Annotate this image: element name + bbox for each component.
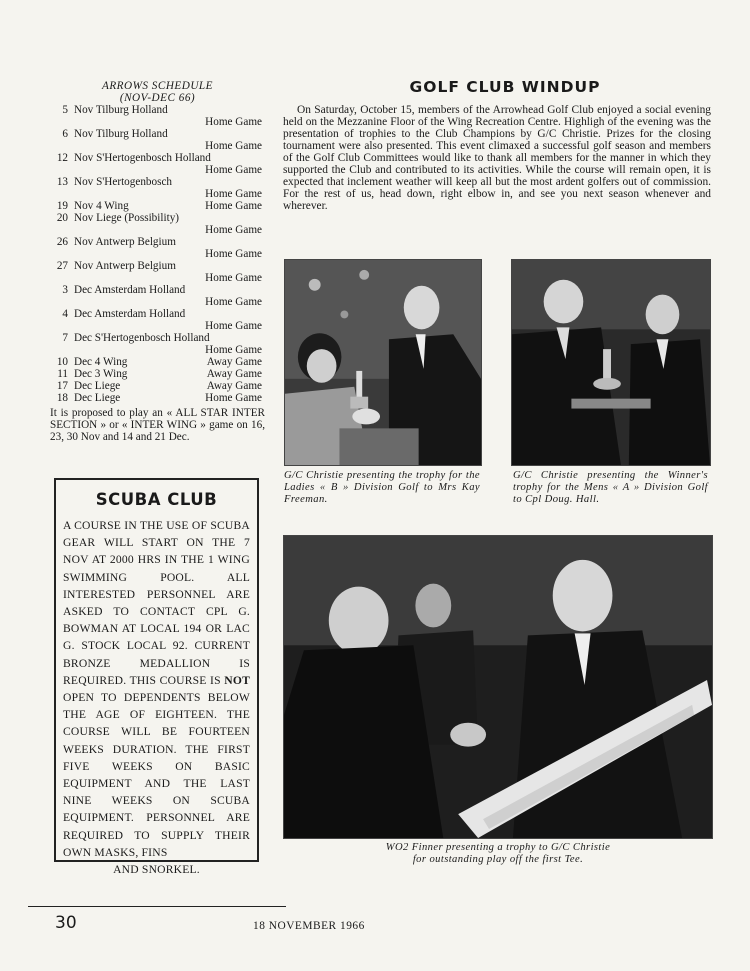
schedule-day: 17 bbox=[56, 380, 68, 392]
schedule-type: Away Game bbox=[206, 368, 262, 380]
schedule-row bbox=[50, 296, 265, 308]
schedule-loc: Nov Tilburg Holland bbox=[74, 128, 168, 140]
schedule-row bbox=[50, 392, 265, 404]
schedule-day: 5 bbox=[62, 104, 68, 116]
schedule-loc: Dec S'Hertogenbosch Holland bbox=[74, 332, 210, 344]
schedule-type: Away Game bbox=[206, 380, 262, 392]
schedule-type: Home Game bbox=[205, 164, 262, 176]
schedule-row bbox=[50, 284, 265, 296]
schedule-loc: Dec Amsterdam Holland bbox=[74, 284, 186, 296]
schedule-type: Home Game bbox=[205, 116, 262, 128]
schedule-loc: Dec 4 Wing bbox=[74, 356, 128, 368]
photo-caption-3 bbox=[283, 842, 713, 866]
scuba-text-last: AND SNORKEL. bbox=[113, 863, 200, 877]
footer-date: 18 NOVEMBER 1966 bbox=[253, 920, 365, 932]
page-number: 30 bbox=[55, 913, 77, 933]
schedule-row bbox=[50, 224, 265, 236]
schedule-row bbox=[50, 116, 265, 128]
photo-first-tee-trophy bbox=[283, 535, 713, 839]
schedule-day: 11 bbox=[57, 368, 68, 380]
scuba-club-box bbox=[54, 478, 259, 877]
schedule-title: ARROWS SCHEDULE bbox=[102, 80, 213, 92]
schedule-day: 6 bbox=[62, 128, 68, 140]
schedule-loc: Nov Antwerp Belgium bbox=[74, 236, 176, 248]
schedule-row bbox=[50, 332, 265, 344]
scuba-text-bold: NOT bbox=[224, 673, 251, 687]
schedule-row bbox=[50, 128, 265, 140]
schedule-row bbox=[50, 356, 265, 368]
schedule-loc: Dec 3 Wing bbox=[74, 368, 128, 380]
schedule-row bbox=[50, 308, 265, 320]
schedule-loc: Nov Tilburg Holland bbox=[74, 104, 168, 116]
schedule-row bbox=[50, 164, 265, 176]
schedule-type: Home Game bbox=[205, 200, 262, 212]
schedule-loc: Nov 4 Wing bbox=[74, 200, 129, 212]
schedule-loc: Nov Liege (Possibility) bbox=[74, 212, 180, 224]
schedule-type: Home Game bbox=[205, 272, 262, 284]
schedule-type: Home Game bbox=[205, 344, 262, 356]
schedule-day: 19 bbox=[56, 200, 68, 212]
schedule-type: Home Game bbox=[205, 188, 262, 200]
schedule-day: 13 bbox=[56, 176, 68, 188]
schedule-row bbox=[50, 188, 265, 200]
schedule-type: Home Game bbox=[205, 296, 262, 308]
schedule-subtitle: (NOV-DEC 66) bbox=[119, 92, 196, 104]
schedule-day: 12 bbox=[56, 152, 68, 164]
photo-caption-1: G/C Christie presenting the trophy for the Ladies « B » Division Golf to Mrs Kay Freeman. bbox=[284, 470, 480, 505]
schedule-row bbox=[50, 104, 265, 116]
schedule-row bbox=[50, 212, 265, 224]
scuba-text-part2: OPEN TO DEPENDENTS BELOW THE AGE OF EIGHTEEN. THE COURSE WILL BE FOURTEEN WEEKS DURATION. THE FIRST FIVE WEEKS ON BASIC EQUIPMENT AND THE LAST NINE WEEKS ON SCUBA EQUIPMENT. PERSONNEL ARE REQUIRED TO SUPPLY THEIR OWN MASKS, FINS bbox=[63, 691, 250, 859]
photo-caption-2: G/C Christie presenting the Winner's trophy for the Mens « A » Division Golf to Cpl Doug. Hall. bbox=[513, 470, 708, 505]
schedule-row bbox=[50, 152, 265, 164]
schedule-type: Away Game bbox=[206, 356, 262, 368]
footer-rule bbox=[28, 906, 286, 907]
schedule-row bbox=[50, 344, 265, 356]
schedule-row bbox=[50, 260, 265, 272]
schedule-day: 26 bbox=[56, 236, 68, 248]
schedule-type: Home Game bbox=[205, 224, 262, 236]
schedule-row bbox=[50, 272, 265, 284]
schedule-type: Home Game bbox=[205, 248, 262, 260]
schedule-day: 10 bbox=[56, 356, 68, 368]
schedule-loc: Nov Antwerp Belgium bbox=[74, 260, 176, 272]
schedule-row bbox=[50, 320, 265, 332]
arrows-schedule bbox=[50, 80, 265, 443]
schedule-loc: Dec Liege bbox=[74, 392, 121, 404]
schedule-day: 7 bbox=[62, 332, 68, 344]
photo-caption-3-line1: WO2 Finner presenting a trophy to G/C Christie bbox=[385, 842, 611, 853]
scuba-text-part1: A COURSE IN THE USE OF SCUBA GEAR WILL START ON THE 7 NOV AT 2000 HRS IN THE 1 WING SWIMMING POOL. ALL INTERESTED PERSONNEL ARE ASKED TO CONTACT CPL G. BOWMAN AT LOCAL 194 OR LAC G. STOCK LOCAL 92. CURRENT BRONZE MEDALLION IS REQUIRED. THIS COURSE IS bbox=[63, 519, 250, 687]
schedule-row bbox=[50, 200, 265, 212]
schedule-row bbox=[50, 380, 265, 392]
schedule-day: 4 bbox=[62, 308, 68, 320]
photo-mens-trophy bbox=[511, 259, 711, 466]
schedule-day: 27 bbox=[56, 260, 68, 272]
schedule-loc: Nov S'Hertogenbosch Holland bbox=[74, 152, 211, 164]
golf-article-title: GOLF CLUB WINDUP bbox=[409, 78, 601, 96]
schedule-rows bbox=[50, 104, 265, 404]
schedule-type: Home Game bbox=[205, 320, 262, 332]
schedule-day: 20 bbox=[56, 212, 68, 224]
schedule-type: Home Game bbox=[205, 392, 262, 404]
schedule-row bbox=[50, 236, 265, 248]
schedule-note: It is proposed to play an « ALL STAR INTER SECTION » or « INTER WING » game on 16, 23, 30 Nov and 14 and 21 Dec. bbox=[50, 407, 265, 443]
schedule-row bbox=[50, 176, 265, 188]
schedule-row bbox=[50, 140, 265, 152]
schedule-type: Home Game bbox=[205, 140, 262, 152]
schedule-day: 18 bbox=[56, 392, 68, 404]
schedule-row bbox=[50, 248, 265, 260]
schedule-loc: Dec Amsterdam Holland bbox=[74, 308, 186, 320]
photo-ladies-trophy bbox=[284, 259, 482, 466]
golf-article-body: On Saturday, October 15, members of the Arrowhead Golf Club enjoyed a social evening held on the Mezzanine Floor of the Wing Recreation Centre. Highligh of the evening was the presentation of trophies to the Club Champions by G/C Christie. Prizes for the closing tournament were also presented. This event climaxed a successful golf season and members of the Golf Club Committees would like to thank all members for the manner in which they supported the Club and contributed to its activities. While the course will remain open, it is expected that inclement weather will keep all but the most ardent golfers out of commission. For the rest of us, head down, right elbow in, and see you next season whenever and wherever. bbox=[283, 104, 711, 212]
schedule-loc: Nov S'Hertogenbosch bbox=[74, 176, 173, 188]
photo-caption-3-line2: for outstanding play off the first Tee. bbox=[412, 854, 584, 865]
schedule-loc: Dec Liege bbox=[74, 380, 121, 392]
scuba-title: SCUBA CLUB bbox=[95, 490, 218, 509]
schedule-day: 3 bbox=[62, 284, 68, 296]
schedule-row bbox=[50, 368, 265, 380]
scuba-text bbox=[63, 517, 250, 878]
